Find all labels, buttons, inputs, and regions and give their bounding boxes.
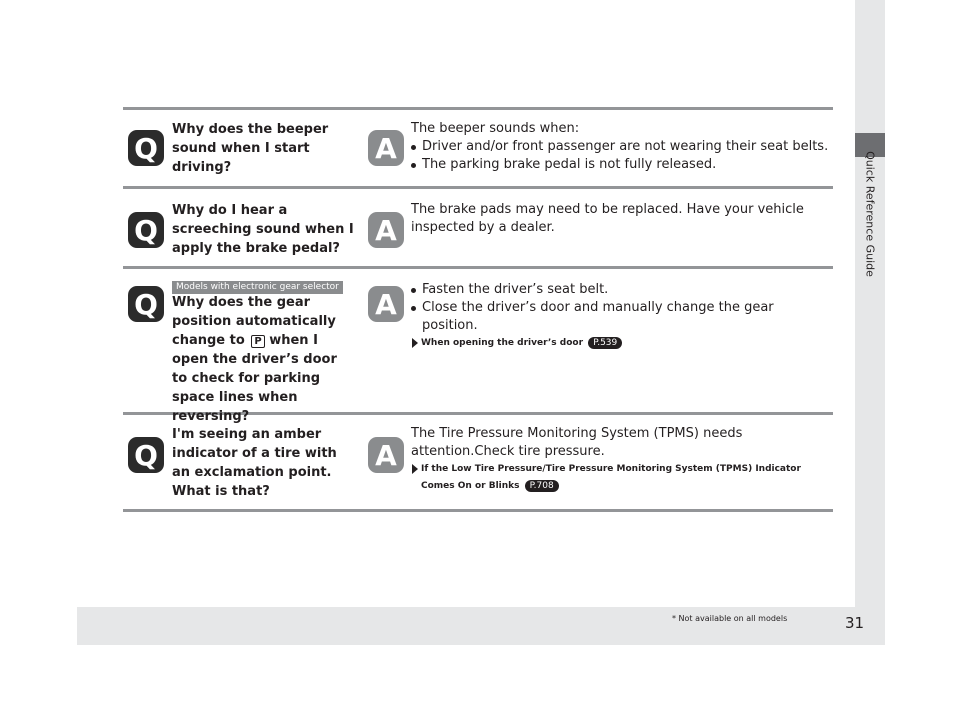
arrow-right-icon [412,464,418,474]
footnote: * Not available on all models [672,614,788,623]
cross-reference[interactable]: When opening the driver’s door P.539 [411,335,831,352]
footer-band [77,607,885,645]
bullet-icon [411,288,416,293]
qa-item [123,415,833,509]
bullet-item: Driver and/or front passenger are not wearing their seat belts. [411,138,831,156]
bullet-item: The parking brake pedal is not fully released. [411,156,831,174]
question-icon: Q [128,437,164,473]
question-text: Why does the gear position automatically change to P when I open the driver’s door to check for parking space lines when reversing? [172,295,337,424]
answer-icon: A [368,130,404,166]
bullet-icon [411,145,416,150]
bullet-icon [411,306,416,311]
divider [123,509,833,512]
answer-icon: A [368,212,404,248]
bullet-item: Close the driver’s door and manually change the gear position. [411,299,831,335]
cross-reference[interactable]: If the Low Tire Pressure/Tire Pressure Monitoring System (TPMS) Indicator Comes On or Blinks P.708 [411,461,831,495]
answer [411,120,831,174]
bullet-item: Fasten the driver’s seat belt. [411,281,831,299]
qa-item [123,189,833,266]
sidebar-label: Quick Reference Guide [863,151,877,277]
answer [411,201,831,237]
model-tag: Models with electronic gear selector [172,281,343,294]
arrow-right-icon [412,338,418,348]
question-text: Why do I hear a screeching sound when I apply the brake pedal? [172,203,354,256]
answer-icon: A [368,286,404,322]
bullet-icon [411,163,416,168]
answer-text: The brake pads may need to be replaced. Have your vehicle inspected by a dealer. [411,202,804,235]
qa-item [123,269,833,424]
question-text: Why does the beeper sound when I start driving? [172,122,329,175]
answer-text: The beeper sounds when: [411,121,580,136]
page-reference-link[interactable]: P.539 [588,337,622,349]
question-icon: Q [128,286,164,322]
answer [411,425,831,495]
question-icon: Q [128,130,164,166]
page-number: 31 [845,614,865,632]
gear-p-icon: P [251,335,264,348]
answer-text: The Tire Pressure Monitoring System (TPMS) needs attention.Check tire pressure. [411,426,743,459]
question-text: I'm seeing an amber indicator of a tire with an exclamation point. What is that? [172,427,337,499]
sidebar [855,0,885,645]
question-icon: Q [128,212,164,248]
page-reference-link[interactable]: P.708 [525,480,559,492]
answer [411,281,831,352]
answer-icon: A [368,437,404,473]
qa-item [123,110,833,186]
